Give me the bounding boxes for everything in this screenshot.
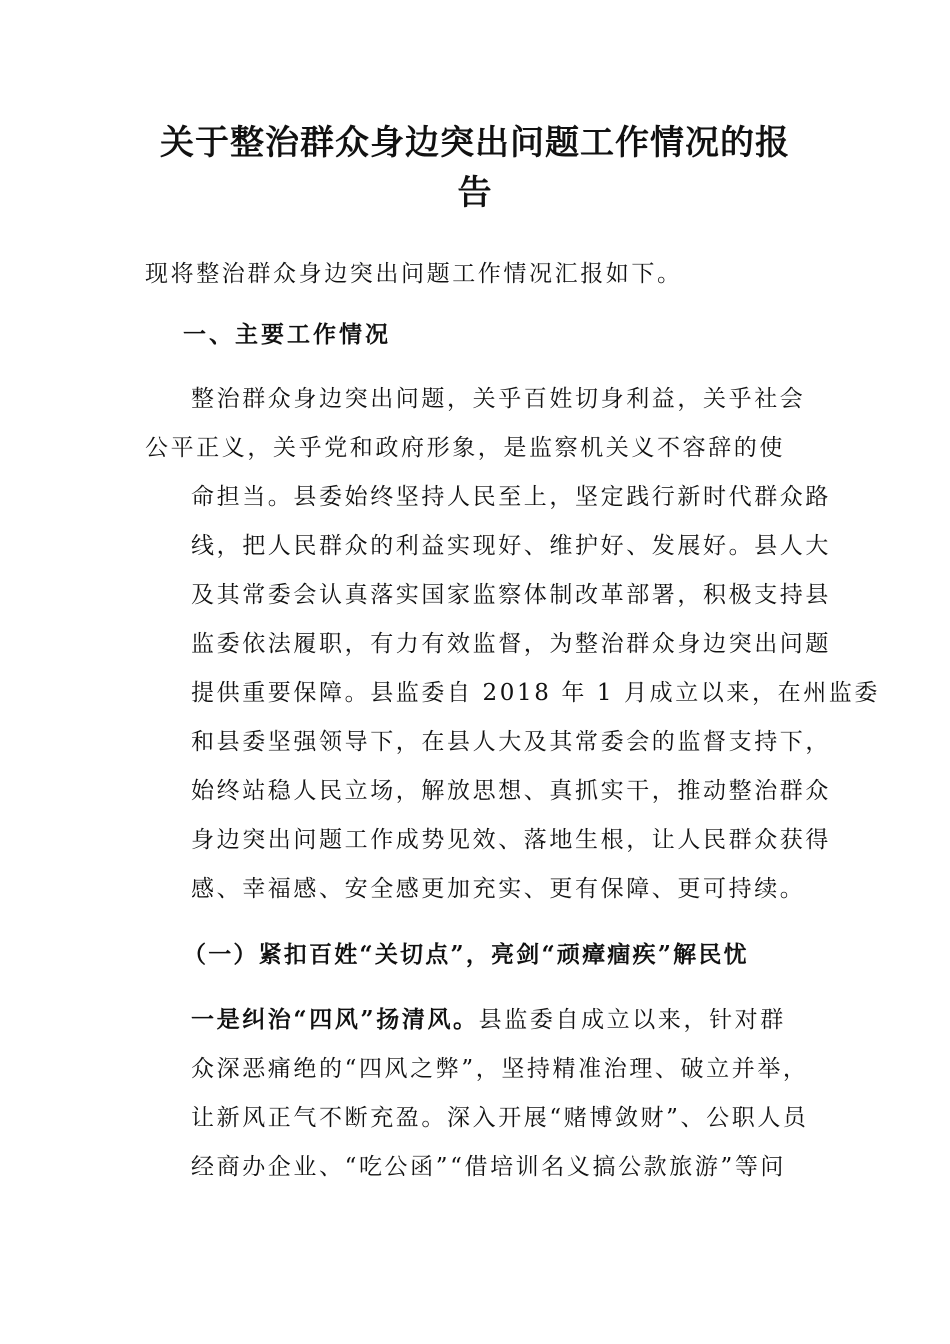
- paragraph-line: 和县委坚强领导下，在县人大及其常委会的监督支持下，: [191, 729, 831, 755]
- paragraph-line: 感、幸福感、安全感更加充实、更有保障、更可持续。: [191, 876, 806, 902]
- paragraph-line-rest: 县监委自成立以来，针对群: [478, 1007, 786, 1033]
- section1-body-paragraph: [145, 375, 881, 914]
- intro-paragraph: 现将整治群众身边突出问题工作情况汇报如下。: [145, 261, 683, 287]
- paragraph-line: 始终站稳人民立场，解放思想、真抓实干，推动整治群众: [191, 778, 831, 804]
- subsection1-body-paragraph: [145, 995, 810, 1192]
- paragraph-line: 众深恶痛绝的“四风之弊”，坚持精准治理、破立并举，: [191, 1056, 809, 1082]
- paragraph-first-line: [145, 995, 810, 1045]
- paragraph-line: 身边突出问题工作成势见效、落地生根，让人民群众获得: [191, 827, 831, 853]
- paragraph-line: 线，把人民群众的利益实现好、维护好、发展好。县人大: [191, 533, 831, 559]
- section-heading-main-work: 一、主要工作情况: [183, 321, 391, 348]
- document-title: 关于整治群众身边突出问题工作情况的报告: [160, 123, 790, 213]
- paragraph-lead-phrase: 一是纠治“四风”扬清风。: [191, 1006, 479, 1033]
- paragraph-line: 经商办企业、“吃公函”“借培训名义搞公款旅游”等问: [191, 1154, 787, 1180]
- paragraph-line: 提供重要保障。县监委自 2018 年 1 月成立以来，在州监委: [191, 680, 881, 706]
- paragraph-line: 公平正义，关乎党和政府形象，是监察机关义不容辞的使: [145, 435, 785, 461]
- paragraph-line: 命担当。县委始终坚持人民至上，坚定践行新时代群众路: [191, 484, 831, 510]
- subsection-heading: （一）紧扣百姓“关切点”，亮剑“顽瘴痼疾”解民忧: [183, 941, 749, 968]
- paragraph-line: 整治群众身边突出问题，关乎百姓切身利益，关乎社会: [191, 386, 806, 412]
- paragraph-line: 及其常委会认真落实国家监察体制改革部署，积极支持县: [191, 582, 831, 608]
- paragraph-line: 监委依法履职，有力有效监督，为整治群众身边突出问题: [191, 631, 831, 657]
- paragraph-line: 让新风正气不断充盈。深入开展“赌博敛财”、公职人员: [191, 1105, 809, 1131]
